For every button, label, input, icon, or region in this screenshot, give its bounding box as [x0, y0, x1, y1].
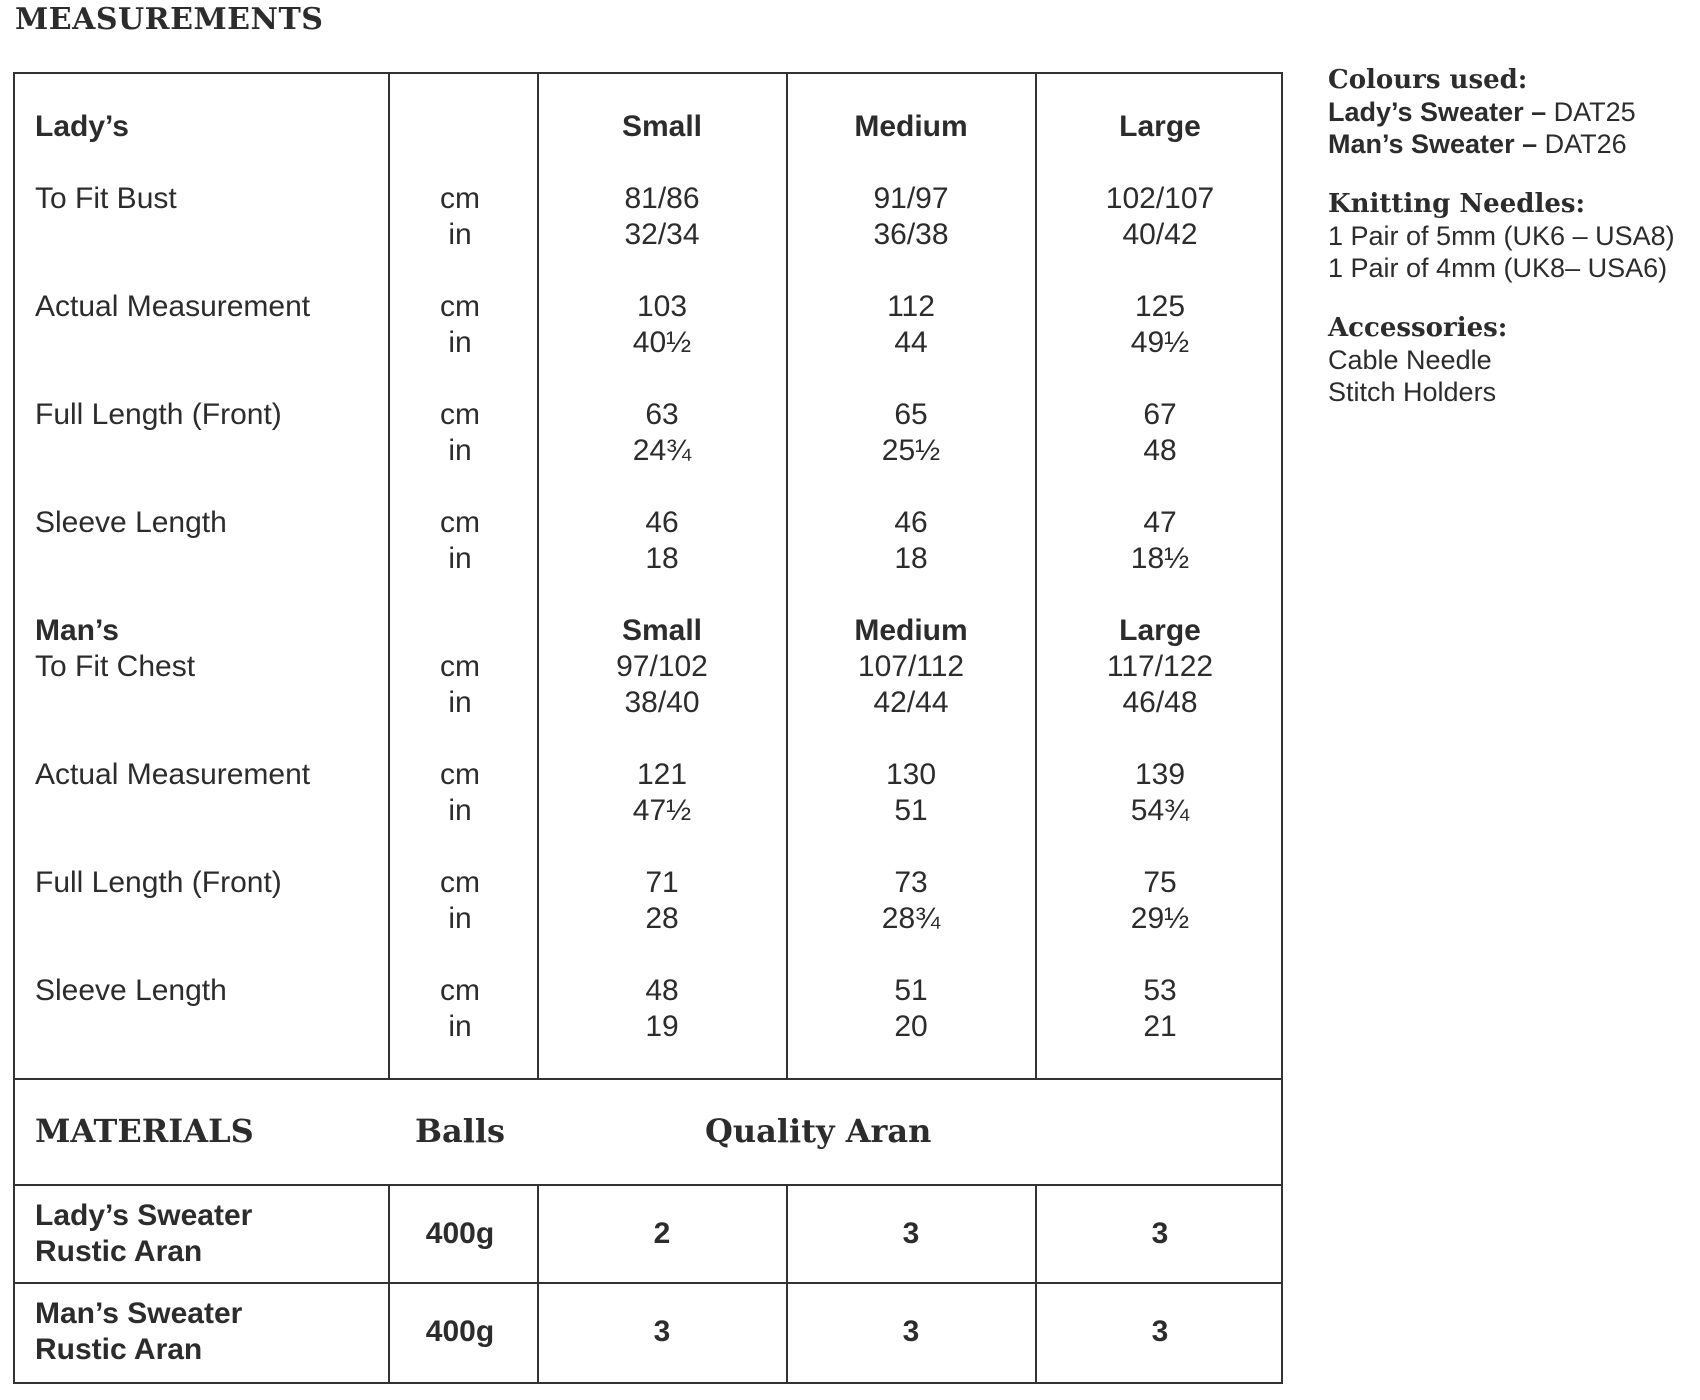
size-header-large: Large — [1119, 110, 1201, 143]
value-cell: 112 — [887, 290, 935, 323]
size-header-small: Small — [621, 614, 703, 647]
material-yarn: Rustic Aran — [35, 1235, 203, 1268]
value-cell: 48 — [1143, 434, 1177, 467]
value-cell: 91/97 — [873, 182, 949, 215]
ball-count: 3 — [902, 1315, 920, 1348]
side-panel — [1328, 64, 1698, 436]
row-label: Full Length (Front) — [35, 866, 282, 899]
value-cell: 28 — [645, 902, 679, 935]
value-cell: 107/112 — [857, 650, 965, 683]
value-cell: 97/102 — [616, 650, 708, 683]
value-cell: 54¾ — [1130, 794, 1190, 827]
value-cell: 102/107 — [1105, 182, 1215, 215]
value-cell: 48 — [645, 974, 679, 1007]
colours-heading: Colours used: — [1328, 65, 1528, 95]
column-divider — [537, 1184, 539, 1382]
value-cell: 46/48 — [1122, 686, 1198, 719]
value-cell: 139 — [1134, 758, 1186, 791]
unit-in: in — [448, 326, 472, 359]
ball-count: 3 — [902, 1217, 920, 1250]
row-label: Full Length (Front) — [35, 398, 282, 431]
value-cell: 47 — [1143, 506, 1177, 539]
value-cell: 28¾ — [881, 902, 941, 935]
ball-count: 3 — [1151, 1315, 1169, 1348]
value-cell: 81/86 — [624, 182, 700, 215]
value-cell: 36/38 — [873, 218, 949, 251]
column-divider — [1035, 1184, 1037, 1382]
colour-code: DAT26 — [1544, 129, 1627, 159]
material-weight: 400g — [425, 1315, 495, 1348]
mens-heading: Man’s — [35, 614, 119, 647]
value-cell: 44 — [894, 326, 928, 359]
value-cell: 40½ — [632, 326, 692, 359]
unit-cm: cm — [440, 182, 480, 215]
balls-heading: Balls — [414, 1112, 506, 1150]
value-cell: 65 — [894, 398, 928, 431]
value-cell: 49½ — [1130, 326, 1190, 359]
value-cell: 130 — [885, 758, 937, 791]
needles-block — [1328, 188, 1698, 284]
value-cell: 63 — [645, 398, 679, 431]
row-label: Actual Measurement — [35, 758, 311, 791]
material-name: Man’s Sweater — [35, 1297, 243, 1330]
size-header-medium: Medium — [854, 110, 968, 143]
page-title: MEASUREMENTS — [15, 2, 324, 37]
column-divider — [388, 1184, 390, 1382]
value-cell: 29½ — [1130, 902, 1190, 935]
value-cell: 40/42 — [1122, 218, 1198, 251]
row-divider — [15, 1184, 1281, 1186]
needles-heading: Knitting Needles: — [1328, 189, 1586, 219]
value-cell: 24¾ — [632, 434, 692, 467]
value-cell: 32/34 — [624, 218, 700, 251]
size-header-medium: Medium — [854, 614, 968, 647]
value-cell: 20 — [894, 1010, 928, 1043]
colour-line — [1328, 96, 1698, 128]
measurements-table — [13, 72, 1283, 1080]
unit-cm: cm — [440, 398, 480, 431]
value-cell: 51 — [894, 974, 928, 1007]
materials-table — [13, 1078, 1283, 1384]
colours-block — [1328, 64, 1698, 160]
ladies-heading: Lady’s — [35, 110, 129, 143]
unit-in: in — [448, 794, 472, 827]
unit-in: in — [448, 434, 472, 467]
value-cell: 67 — [1143, 398, 1177, 431]
colour-code: DAT25 — [1553, 97, 1636, 127]
value-cell: 42/44 — [873, 686, 949, 719]
unit-cm: cm — [440, 866, 480, 899]
row-label: To Fit Chest — [35, 650, 196, 683]
material-yarn: Rustic Aran — [35, 1333, 203, 1366]
value-cell: 38/40 — [624, 686, 700, 719]
row-label: Sleeve Length — [35, 506, 227, 539]
value-cell: 125 — [1134, 290, 1186, 323]
ball-count: 2 — [653, 1217, 671, 1250]
value-cell: 25½ — [881, 434, 941, 467]
value-cell: 73 — [894, 866, 928, 899]
unit-in: in — [448, 902, 472, 935]
value-cell: 51 — [894, 794, 928, 827]
unit-cm: cm — [440, 974, 480, 1007]
value-cell: 121 — [636, 758, 688, 791]
accessories-block — [1328, 312, 1698, 408]
material-name: Lady’s Sweater — [35, 1199, 253, 1232]
value-cell: 103 — [636, 290, 688, 323]
size-header-small: Small — [621, 110, 703, 143]
size-header-large: Large — [1119, 614, 1201, 647]
value-cell: 18½ — [1130, 542, 1190, 575]
accessory-line: Stitch Holders — [1328, 377, 1497, 407]
unit-cm: cm — [440, 758, 480, 791]
colour-item: Lady’s Sweater – — [1328, 97, 1547, 127]
column-divider — [786, 1184, 788, 1382]
unit-in: in — [448, 542, 472, 575]
row-label: To Fit Bust — [35, 182, 177, 215]
unit-in: in — [448, 686, 472, 719]
needle-line: 1 Pair of 4mm (UK8– USA6) — [1328, 253, 1668, 283]
materials-heading: MATERIALS — [35, 1112, 254, 1150]
row-label: Sleeve Length — [35, 974, 227, 1007]
value-cell: 47½ — [632, 794, 692, 827]
unit-cm: cm — [440, 650, 480, 683]
row-label: Actual Measurement — [35, 290, 311, 323]
unit-in: in — [448, 1010, 472, 1043]
value-cell: 19 — [645, 1010, 679, 1043]
needle-line: 1 Pair of 5mm (UK6 – USA8) — [1328, 221, 1675, 251]
colour-item: Man’s Sweater – — [1328, 129, 1538, 159]
accessory-line: Cable Needle — [1328, 345, 1492, 375]
unit-cm: cm — [440, 506, 480, 539]
value-cell: 46 — [645, 506, 679, 539]
unit-in: in — [448, 218, 472, 251]
ball-count: 3 — [1151, 1217, 1169, 1250]
value-cell: 53 — [1143, 974, 1177, 1007]
value-cell: 117/122 — [1106, 650, 1214, 683]
colour-line — [1328, 128, 1698, 160]
unit-cm: cm — [440, 290, 480, 323]
ball-count: 3 — [653, 1315, 671, 1348]
value-cell: 75 — [1143, 866, 1177, 899]
row-divider — [15, 1282, 1281, 1284]
quality-heading: Quality Aran — [705, 1112, 932, 1150]
accessories-heading: Accessories: — [1328, 313, 1508, 343]
value-cell: 18 — [894, 542, 928, 575]
value-cell: 71 — [645, 866, 679, 899]
material-weight: 400g — [425, 1217, 495, 1250]
value-cell: 21 — [1143, 1010, 1177, 1043]
value-cell: 46 — [894, 506, 928, 539]
value-cell: 18 — [645, 542, 679, 575]
